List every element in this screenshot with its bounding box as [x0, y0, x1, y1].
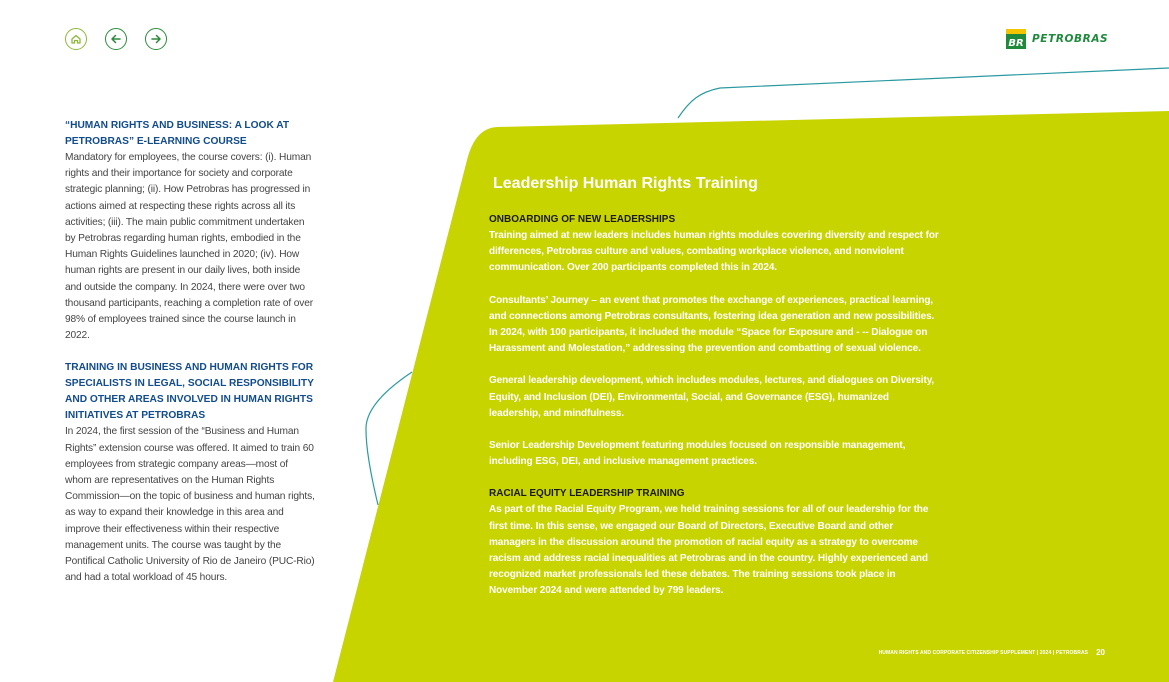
left-column [65, 118, 315, 602]
page-number: 20 [1096, 648, 1105, 657]
panel-paragraph: General leadership development, which includes modules, lectures, and dialogues on Diversity, Equity, and Inclusion (DEI), Environmental, Social, and Governance (ESG), humanized leadership, and mindfulness. [489, 375, 935, 419]
logo-wordmark: PETROBRAS [1032, 33, 1109, 45]
arrow-left-icon [109, 32, 123, 46]
racial-equity-heading: RACIAL EQUITY LEADERSHIP TRAINING [489, 488, 685, 500]
svg-text:BR: BR [1008, 38, 1024, 49]
page-footer [879, 648, 1105, 657]
arrow-right-icon [149, 32, 163, 46]
section-body: In 2024, the first session of the “Business and Human Rights” extension course was offered. It aimed to train 60 employees from strategic company areas—most of whom are representatives on the Human Rights Commission—on the topic of business and human rights, as way to expand their knowledge in this area and improve their effectiveness within their respective management units. The course was taught by the Pontifical Catholic University of Rio de Janeiro (PUC-Rio) and had a total workload of 45 hours. [65, 426, 315, 584]
br-logo-icon [1006, 29, 1026, 49]
home-button[interactable] [65, 28, 87, 50]
section-heading: TRAINING IN BUSINESS AND HUMAN RIGHTS FOR SPECIALISTS IN LEGAL, SOCIAL RESPONSIBILITY AND OTHER AREAS INVOLVED IN HUMAN RIGHTS INITIATIVES AT PETROBRAS [65, 362, 314, 422]
racial-equity-body: As part of the Racial Equity Program, we held training sessions for all of our leadership for the first time. In this sense, we engaged our Board of Directors, Executive Board and other managers in the discussion around the promotion of racial equity as a strategy to overcome racism and address racial inequalities at Petrobras and in the country. Highly experienced and recognized market professionals led these debates. The training sessions took place in November 2024 and were attended by 799 leaders. [489, 504, 929, 597]
panel-paragraph: Senior Leadership Development featuring modules focused on responsible management, including ESG, DEI, and inclusive management practices. [489, 440, 906, 468]
section-elearning [65, 118, 315, 344]
footer-publication: HUMAN RIGHTS AND CORPORATE CITIZENSHIP SUPPLEMENT | 2024 | PETROBRAS [878, 649, 1089, 656]
panel-paragraph: Consultants’ Journey – an event that promotes the exchange of experiences, practical learning, and connections among Petrobras consultants, fostering idea generation and new possibilities. In 2024, with 100 participants, it included the module “Space for Exposure and - -- Dialogue on Harassment and Molestation,” addressing the prevention and combatting of sexual violence. [489, 294, 935, 355]
section-body: Mandatory for employees, the course covers: (i). Human rights and their importance for society and corporate strategic planning; (ii). How Petrobras has progressed in actions aimed at respecting these rights across all its activities; (iii). The main public commitment undertaken by Petrobras regarding human rights, embodied in the Human Rights Guidelines launched in 2020; (iv). How human rights are present in our daily lives, both inside and outside the company. In 2024, there were over two thousand participants, reaching a completion rate of over 98% of employees trained since the course launch in 2022. [65, 152, 313, 342]
page-navigation [65, 28, 167, 50]
forward-button[interactable] [145, 28, 167, 50]
panel-title: Leadership Human Rights Training [493, 175, 758, 192]
home-icon [69, 32, 83, 46]
section-heading: “HUMAN RIGHTS AND BUSINESS: A LOOK AT PETROBRAS” E-LEARNING COURSE [65, 120, 290, 147]
onboarding-heading: ONBOARDING OF NEW LEADERSHIPS [489, 214, 676, 225]
leadership-training-panel [489, 175, 939, 600]
panel-paragraph: Training aimed at new leaders includes human rights modules covering diversity and respect for differences, Petrobras culture and values, combating workplace violence, and nonviolent communication. Over 200 participants completed this in 2024. [489, 230, 939, 274]
petrobras-logo[interactable] [1006, 29, 1108, 49]
accent-line-top [678, 68, 1169, 118]
section-specialists [65, 360, 315, 586]
back-button[interactable] [105, 28, 127, 50]
